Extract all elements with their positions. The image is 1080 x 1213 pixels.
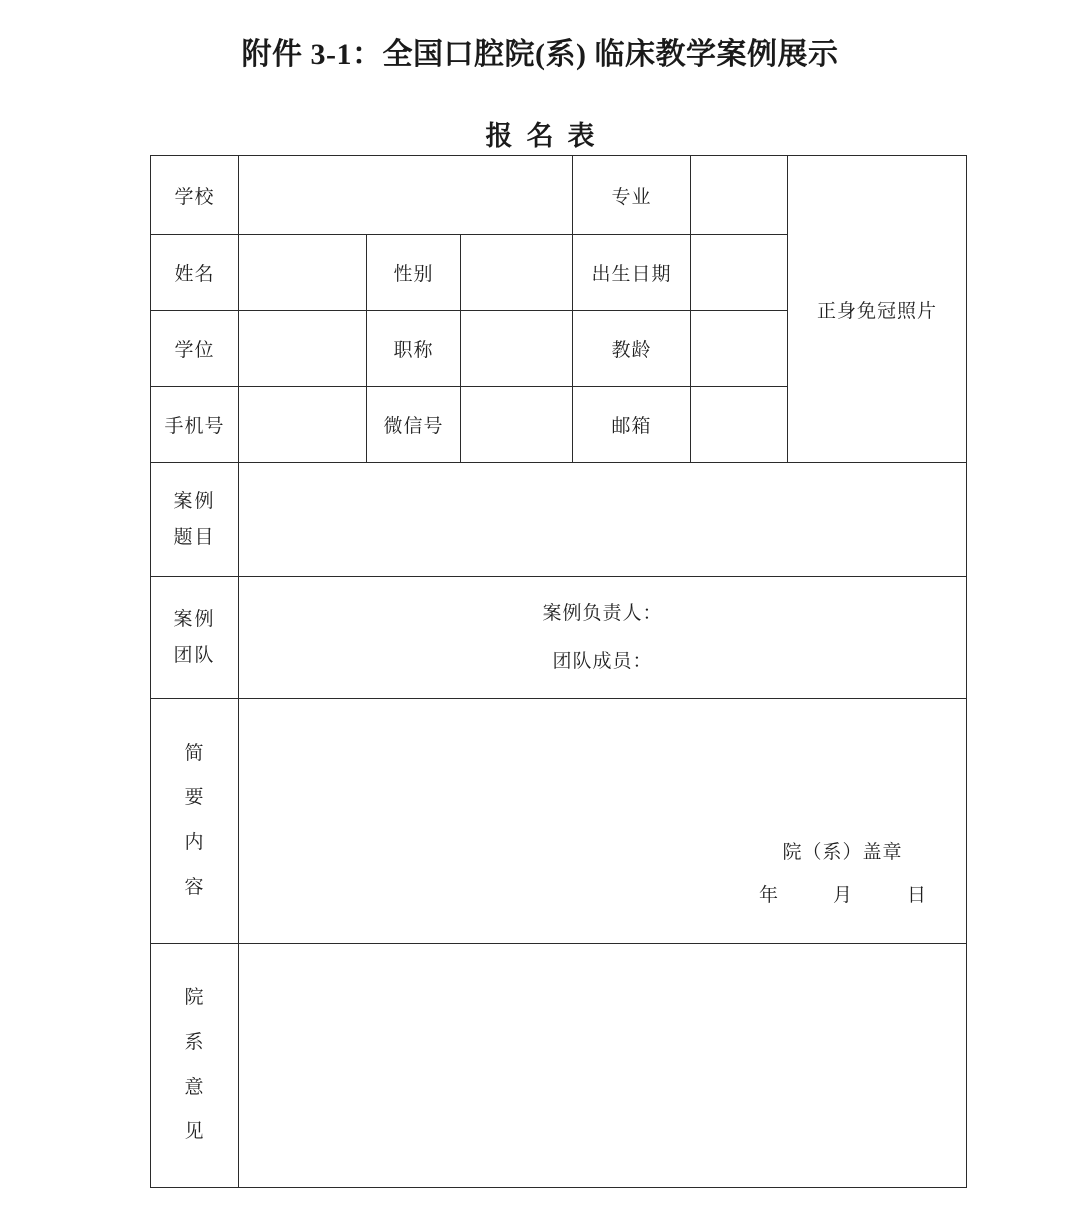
stamp-date-label: 年 月 日 xyxy=(759,885,945,907)
field-name[interactable] xyxy=(239,235,367,311)
field-gender[interactable] xyxy=(461,235,573,311)
field-school[interactable] xyxy=(239,156,573,235)
page-title: 附件 3-1：全国口腔院(系) 临床教学案例展示 xyxy=(241,38,839,71)
label-opinion-char-0: 院 xyxy=(184,987,205,1009)
stamp-label: 院（系）盖章 xyxy=(782,841,903,863)
registration-form-table xyxy=(150,155,966,1188)
label-birthdate: 出生日期 xyxy=(573,235,691,311)
label-case-team-line1: 案例 xyxy=(173,609,216,631)
field-major[interactable] xyxy=(691,156,788,235)
field-mobile[interactable] xyxy=(239,387,367,463)
label-wechat: 微信号 xyxy=(367,387,461,463)
table-row-opinion xyxy=(151,944,967,1188)
page-subtitle: 报名表 xyxy=(485,120,609,151)
label-case-title xyxy=(151,463,239,577)
field-email[interactable] xyxy=(691,387,788,463)
table-row-school xyxy=(151,156,967,235)
label-name: 姓名 xyxy=(151,235,239,311)
label-mobile: 手机号 xyxy=(151,387,239,463)
field-title-rank[interactable] xyxy=(461,311,573,387)
label-case-title-line2: 题目 xyxy=(173,526,216,548)
label-opinion xyxy=(151,944,239,1188)
label-summary-char-3: 容 xyxy=(184,876,205,898)
table-row-case-title xyxy=(151,463,967,577)
label-email: 邮箱 xyxy=(573,387,691,463)
label-teaching-years: 教龄 xyxy=(573,311,691,387)
label-title-rank: 职称 xyxy=(367,311,461,387)
photo-placeholder[interactable]: 正身免冠照片 xyxy=(788,156,967,463)
label-opinion-char-2: 意 xyxy=(184,1076,205,1098)
field-birthdate[interactable] xyxy=(691,235,788,311)
label-summary-char-0: 简 xyxy=(184,742,205,764)
field-teaching-years[interactable] xyxy=(691,311,788,387)
label-opinion-char-3: 见 xyxy=(184,1121,205,1143)
field-degree[interactable] xyxy=(239,311,367,387)
label-case-team xyxy=(151,577,239,699)
label-gender: 性别 xyxy=(367,235,461,311)
field-wechat[interactable] xyxy=(461,387,573,463)
label-opinion-char-1: 系 xyxy=(184,1031,205,1053)
field-team-members[interactable]: 团队成员： xyxy=(552,650,653,672)
label-summary-char-2: 内 xyxy=(184,832,205,853)
table-row-case-team xyxy=(151,577,967,699)
field-case-title[interactable] xyxy=(239,463,967,577)
field-team-leader[interactable]: 案例负责人： xyxy=(542,603,663,624)
label-major: 专业 xyxy=(573,156,691,235)
label-degree: 学位 xyxy=(151,311,239,387)
form-table xyxy=(150,155,967,1188)
label-case-title-line1: 案例 xyxy=(173,491,216,513)
label-summary xyxy=(151,699,239,944)
stamp-signature-block xyxy=(741,831,944,918)
label-summary-char-1: 要 xyxy=(184,787,205,809)
label-school: 学校 xyxy=(151,156,239,235)
field-case-team[interactable] xyxy=(239,577,967,699)
label-case-team-line2: 团队 xyxy=(173,644,216,666)
field-opinion[interactable] xyxy=(239,841,967,1188)
